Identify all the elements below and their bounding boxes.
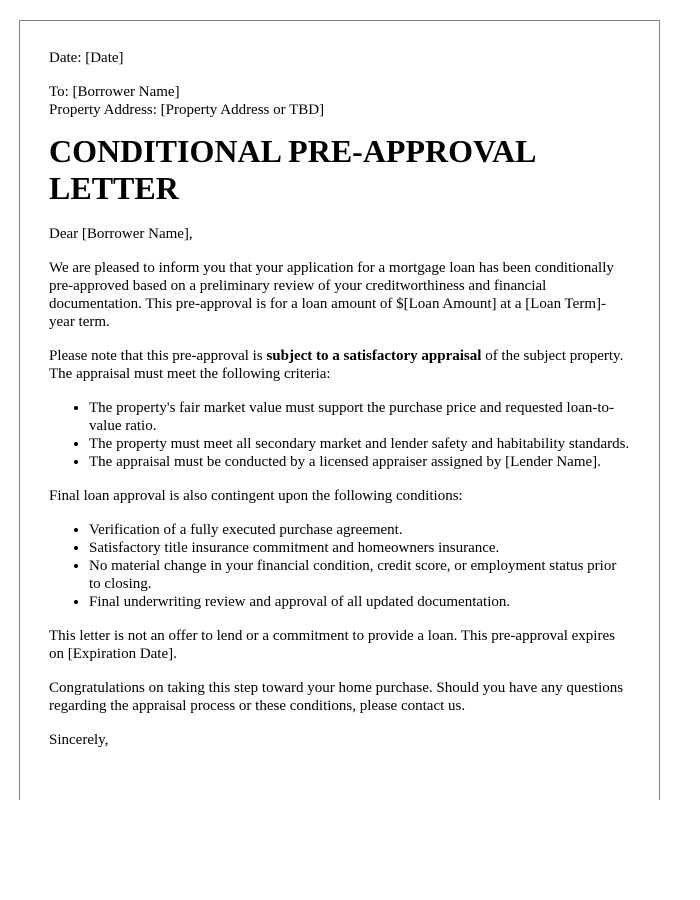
list-item: • Satisfactory title insurance commitment and homeowners insurance. bbox=[89, 539, 630, 557]
conditions-intro: Final loan approval is also contingent upon the following conditions: bbox=[49, 488, 463, 504]
letter-page bbox=[19, 20, 660, 800]
disclaimer-paragraph: This letter is not an offer to lend or a commitment to provide a loan. This pre-approval expires on [Expiration Date]. bbox=[49, 628, 615, 662]
appraisal-note-after: of the subject property. The appraisal must meet the following criteria: bbox=[49, 348, 624, 382]
recipient-line: To: [Borrower Name] bbox=[49, 84, 180, 100]
appraisal-note-emphasis: subject to a satisfactory appraisal bbox=[266, 348, 482, 364]
list-item: • No material change in your financial condition, credit score, or employment status prior to closing. bbox=[89, 557, 630, 593]
list-item: • The appraisal must be conducted by a licensed appraiser assigned by [Lender Name]. bbox=[89, 453, 630, 471]
appraisal-note-paragraph bbox=[49, 347, 630, 383]
sign-off: Sincerely, bbox=[49, 732, 109, 748]
list-item: • Final underwriting review and approval of all updated documentation. bbox=[89, 593, 630, 611]
closing-paragraph: Congratulations on taking this step toward your home purchase. Should you have any questions regarding the appraisal process or these conditions, please contact us. bbox=[49, 680, 624, 714]
property-address-line: Property Address: [Property Address or TBD] bbox=[49, 102, 325, 118]
list-item: • The property must meet all secondary market and lender safety and habitability standards. bbox=[89, 435, 630, 453]
letter-title: CONDITIONAL PRE-APPROVAL LETTER bbox=[49, 133, 535, 206]
list-item: • Verification of a fully executed purchase agreement. bbox=[89, 521, 630, 539]
intro-paragraph: We are pleased to inform you that your application for a mortgage loan has been conditionally pre-approved based on a preliminary review of your creditworthiness and financial documentation. This pre-approval is for a loan amount of $[Loan Amount] at a [Loan Term]-year term. bbox=[49, 260, 614, 330]
list-item: • The property's fair market value must support the purchase price and requested loan-to-value ratio. bbox=[89, 399, 630, 435]
appraisal-note-before: Please note that this pre-approval is bbox=[49, 348, 267, 364]
conditions-list bbox=[49, 521, 630, 611]
appraisal-criteria-list bbox=[49, 399, 630, 471]
date-line: Date: [Date] bbox=[49, 50, 124, 66]
recipient-block bbox=[49, 83, 630, 119]
salutation: Dear [Borrower Name], bbox=[49, 226, 193, 242]
